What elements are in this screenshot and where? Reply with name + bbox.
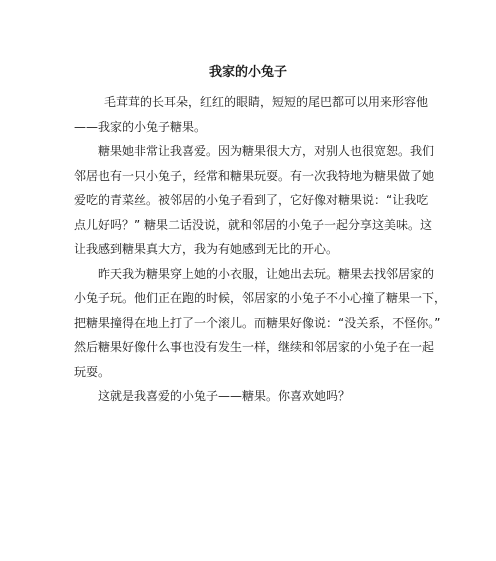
text-line: 小兔子玩。他们正在跑的时候，邻居家的小兔子不小心撞了糖果一下，: [74, 291, 447, 305]
text-line: 昨天我为糖果穿上她的小衣服，让她出去玩。糖果去找邻居家的: [98, 266, 435, 281]
text-line: 邻居也有一只小兔子，经常和糖果玩耍。有一次我特地为糖果做了她: [74, 168, 435, 183]
text-line: 让我感到糖果真大方，我为有她感到无比的开心。: [74, 242, 339, 256]
paragraph-2: [74, 139, 435, 262]
text-line: 毛茸茸的长耳朵，红红的眼睛，短短的尾巴都可以用来形容他: [104, 95, 429, 109]
text-line: 玩耍。: [74, 364, 111, 379]
paragraph-3: [74, 262, 447, 385]
document-body: [74, 90, 447, 409]
text-line: 爱吃的青菜丝。被邻居的小兔子看到了，它好像对糖果说：“让我吃: [74, 193, 429, 207]
document-title: 我家的小兔子: [208, 65, 287, 80]
text-line: 糖果她非常让我喜爱。因为糖果很大方，对别人也很宽恕。我们: [98, 144, 435, 158]
text-line: 这就是我喜爱的小兔子——糖果。你喜欢她吗？: [98, 389, 351, 403]
paragraph-4: [74, 384, 426, 409]
text-line: 点儿好吗？” 糖果二话没说，就和邻居的小兔子一起分享这美味。这: [74, 217, 433, 232]
paragraph-1: [74, 90, 429, 139]
text-line: ——我家的小兔子糖果。: [74, 119, 207, 134]
text-line: 把糖果撞得在地上打了一个滚儿。而糖果好像说：“没关系，不怪你。”: [74, 315, 441, 330]
text-line: 然后糖果好像什么事也没有发生一样，继续和邻居家的小兔子在一起: [74, 340, 435, 354]
